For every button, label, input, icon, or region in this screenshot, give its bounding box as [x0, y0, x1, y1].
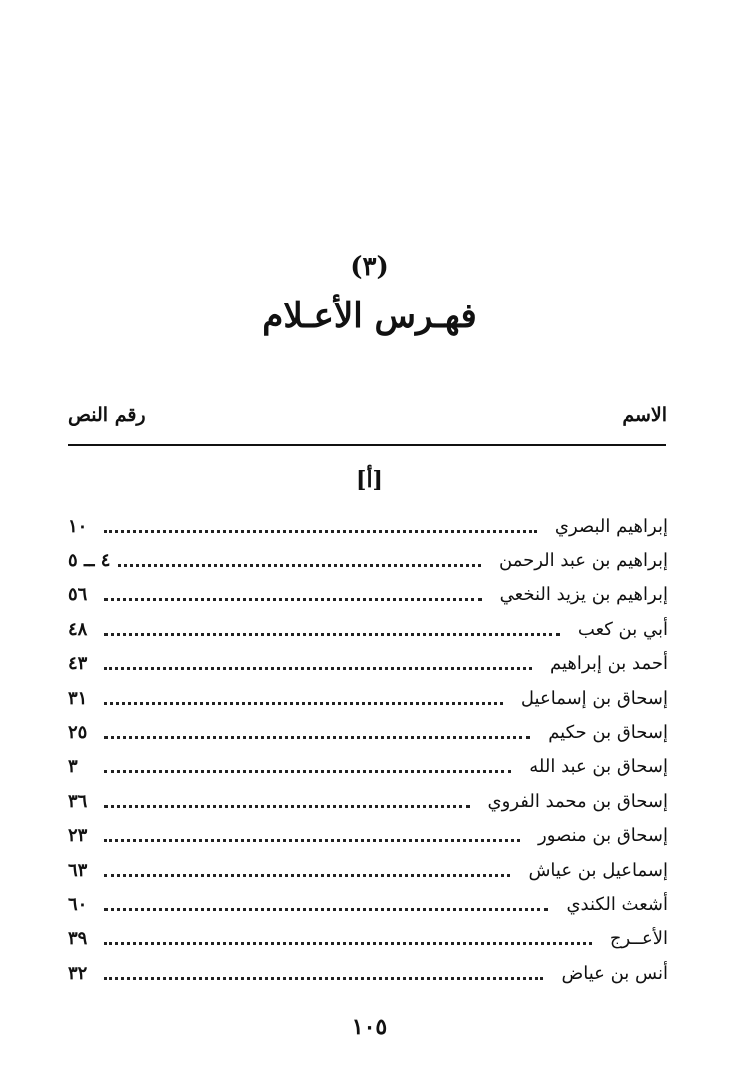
- entry-name: أحمد بن إبراهيم: [550, 653, 668, 675]
- index-entry: [68, 578, 668, 612]
- dot-leader: [104, 942, 592, 945]
- entry-number: ٤٨: [68, 618, 88, 640]
- entry-number: ٥٦: [68, 584, 88, 606]
- entry-name: أنس بن عياض: [561, 962, 668, 984]
- dot-leader: [104, 874, 510, 877]
- entry-number: ٣١: [68, 687, 88, 709]
- dot-leader: [104, 702, 503, 705]
- entry-number: ١٠: [68, 515, 88, 537]
- section-title: فهـرس الأعـلام: [262, 296, 477, 336]
- entry-name: الأعــرج: [609, 928, 668, 950]
- entry-name: إسحاق بن محمد الفروي: [487, 790, 668, 812]
- entry-name: إسحاق بن حكيم: [548, 722, 668, 744]
- name-column-header: الاسم: [622, 404, 667, 426]
- dot-leader: [104, 667, 532, 670]
- index-entry: [68, 887, 668, 921]
- entry-name: أشعث الكندي: [566, 893, 668, 915]
- dot-leader: [118, 564, 481, 567]
- dot-leader: [104, 598, 482, 601]
- index-entry: [68, 612, 668, 646]
- section-number: (٣): [350, 252, 389, 282]
- dot-leader: [104, 839, 520, 842]
- dot-leader: [104, 770, 511, 773]
- text-number-column-header: رقم النص: [68, 404, 146, 426]
- entry-number: ٤ ــ ٥: [68, 550, 111, 572]
- letter-heading: [أ]: [356, 467, 383, 493]
- entry-number: ٣: [68, 756, 78, 778]
- index-entry: [68, 784, 668, 818]
- entry-number: ٦٣: [68, 859, 88, 881]
- dot-leader: [104, 908, 548, 911]
- entry-number: ٤٣: [68, 653, 88, 675]
- entry-name: إبراهيم بن يزيد النخعي: [499, 584, 668, 606]
- dot-leader: [104, 530, 537, 533]
- dot-leader: [104, 736, 530, 739]
- index-entry: [68, 647, 668, 681]
- index-entry: [68, 922, 668, 956]
- index-entry: [68, 543, 668, 577]
- entry-name: إسحاق بن عبد الله: [529, 756, 668, 778]
- index-entry: [68, 681, 668, 715]
- dot-leader: [104, 633, 560, 636]
- index-entry-list: [68, 509, 668, 990]
- entry-name: إسماعيل بن عياش: [528, 859, 668, 881]
- entry-number: ٣٦: [68, 790, 88, 812]
- entry-number: ٦٠: [68, 893, 88, 915]
- index-entry: [68, 715, 668, 749]
- dot-leader: [104, 805, 470, 808]
- page-number: ١٠٥: [351, 1014, 388, 1040]
- header-divider: [68, 444, 666, 446]
- index-entry: [68, 956, 668, 990]
- entry-name: إبراهيم البصري: [554, 515, 668, 537]
- entry-name: إبراهيم بن عبد الرحمن: [499, 550, 668, 572]
- entry-number: ٢٥: [68, 722, 88, 744]
- index-entry: [68, 819, 668, 853]
- entry-number: ٢٣: [68, 825, 88, 847]
- entry-name: إسحاق بن إسماعيل: [520, 687, 668, 709]
- entry-name: إسحاق بن منصور: [538, 825, 668, 847]
- dot-leader: [104, 977, 543, 980]
- index-entry: [68, 750, 668, 784]
- entry-number: ٣٩: [68, 928, 88, 950]
- entry-number: ٣٢: [68, 962, 88, 984]
- index-entry: [68, 509, 668, 543]
- index-entry: [68, 853, 668, 887]
- entry-name: أبي بن كعب: [577, 618, 668, 640]
